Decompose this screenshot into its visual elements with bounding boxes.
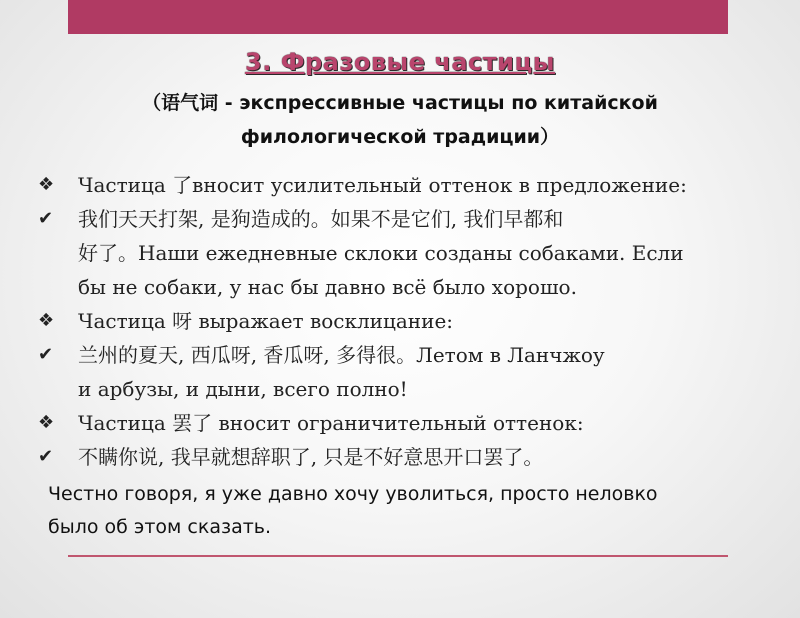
closing-line-2: было об этом сказать. xyxy=(48,516,272,538)
diamond-bullet-icon: ❖ xyxy=(38,174,55,195)
diamond-bullet-icon: ❖ xyxy=(38,412,55,433)
example-item xyxy=(30,202,780,236)
checkmark-icon: ✔ xyxy=(38,208,54,229)
checkmark-icon: ✔ xyxy=(38,344,54,365)
bullet-text: Частица 罢了 вносит ограничительный оттенок: xyxy=(78,411,584,435)
example-text-continued: и арбузы, и дыни, всего полно! xyxy=(78,377,408,401)
example-text: 不瞒你说, 我早就想辞职了, 只是不好意思开口罢了。 xyxy=(78,445,544,469)
example-text: 我们天天打架, 是狗造成的。如果不是它们, 我们早都和 xyxy=(78,207,564,231)
top-accent-bar xyxy=(68,0,728,34)
example-item xyxy=(30,338,780,372)
bottom-divider xyxy=(68,555,728,557)
example-text-continued: 好了。Наши ежедневные склоки созданы собаками. Если xyxy=(78,241,684,265)
bullet-item xyxy=(30,168,780,202)
diamond-bullet-icon: ❖ xyxy=(38,310,55,331)
example-text-continued: бы не собаки, у нас бы давно всё было хорошо. xyxy=(78,275,577,299)
slide-title: 3. Фразовые частицы xyxy=(245,48,555,76)
bullet-item xyxy=(30,304,780,338)
closing-translation xyxy=(48,478,778,544)
bullet-item xyxy=(30,406,780,440)
closing-line-1: Честно говоря, я уже давно хочу уволиться, просто неловко xyxy=(48,483,658,505)
bullet-text: Частица 了вносит усилительный оттенок в предложение: xyxy=(78,173,687,197)
example-item xyxy=(30,440,780,474)
example-text: 兰州的夏天, 西瓜呀, 香瓜呀, 多得很。Летом в Ланчжоу xyxy=(78,343,605,367)
slide-body xyxy=(30,168,780,474)
bullet-text: Частица 呀 выражает восклицание: xyxy=(78,309,454,333)
subtitle-line-1: （语气词 - экспрессивные частицы по китайской xyxy=(142,92,658,114)
checkmark-icon: ✔ xyxy=(38,446,54,467)
subtitle-line-2: филологической традиции） xyxy=(240,126,560,148)
